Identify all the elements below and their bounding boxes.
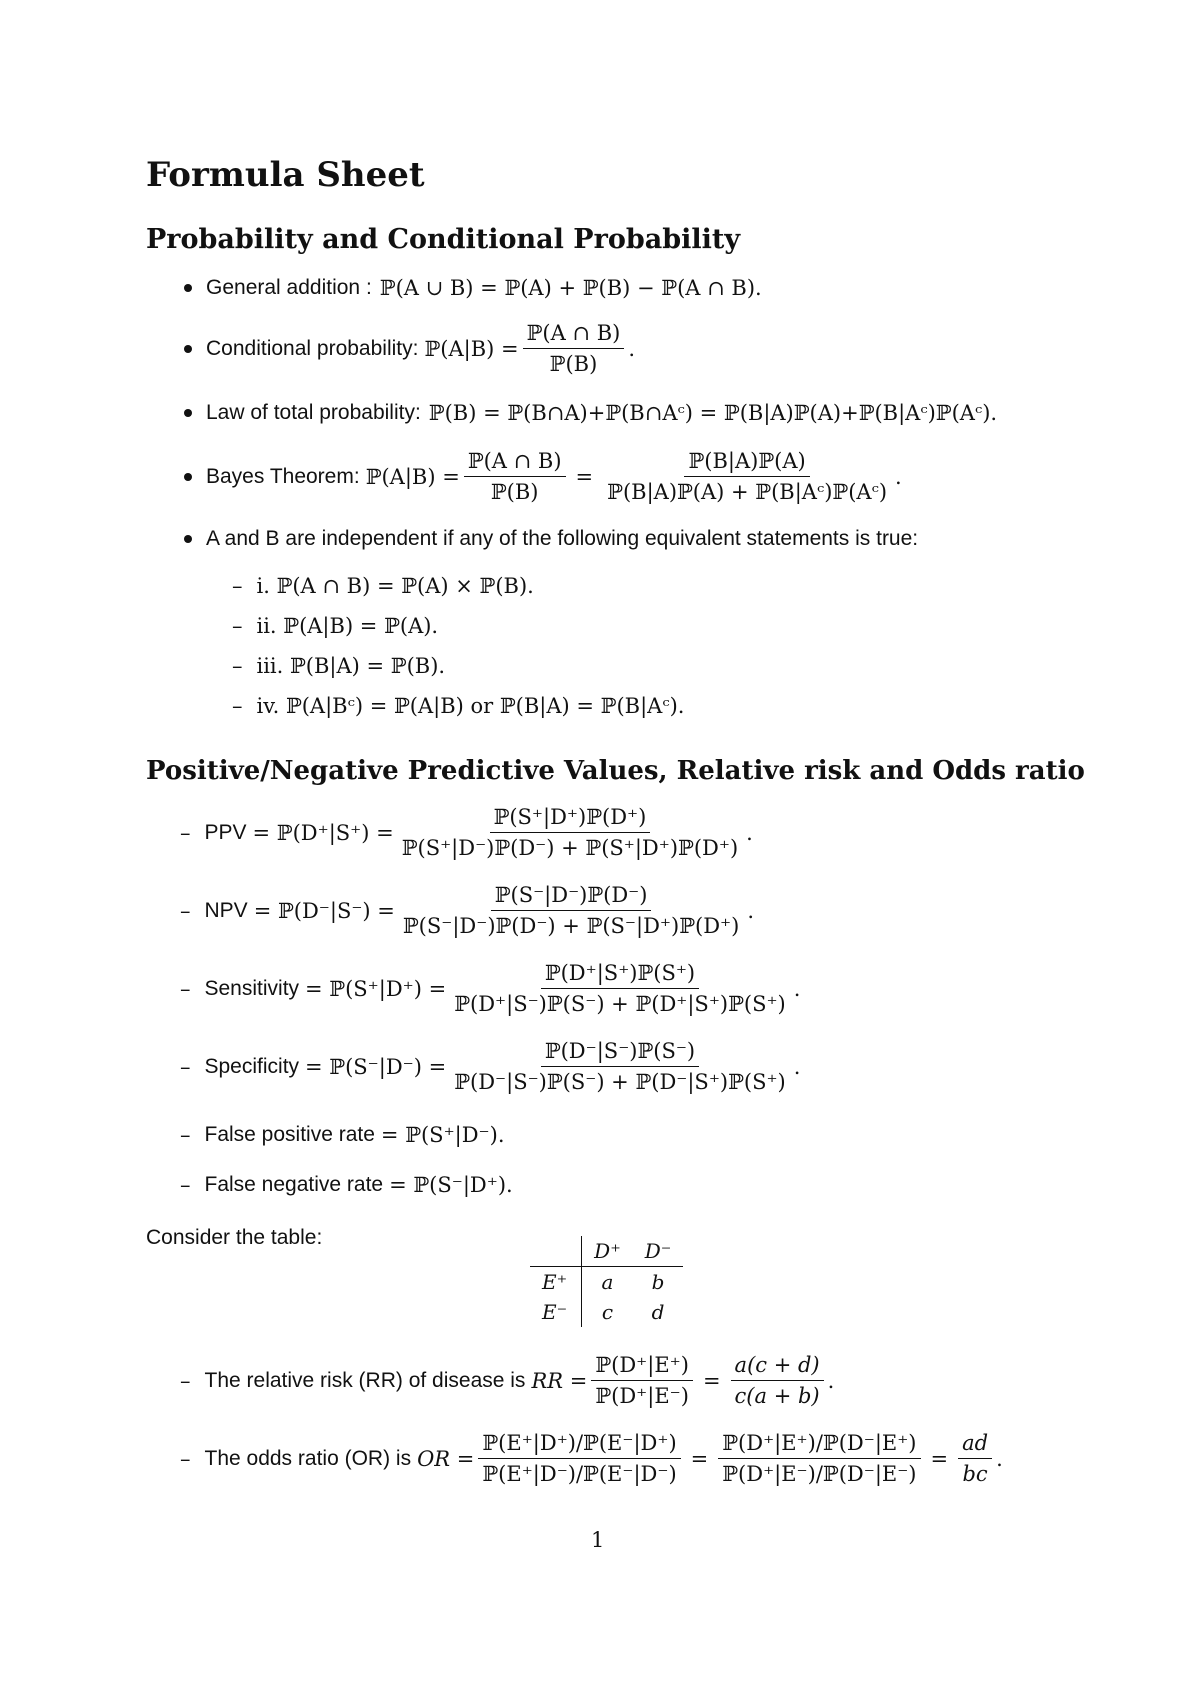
fraction: $\frac{a(c + d)}{c(a + b)}$ [731, 1352, 824, 1409]
bullet-icon [184, 473, 192, 481]
table-corner [530, 1236, 582, 1267]
contingency-table [530, 1236, 683, 1327]
table-header-cell: D⁺ [582, 1236, 633, 1267]
fraction: $\frac{\text{ℙ(D⁺|S⁺)ℙ(S⁺)}}{\text{ℙ(D⁺|S⁻)ℙ(S⁻) + ℙ(D⁺|S⁺)ℙ(S⁺)}}$ [454, 961, 786, 1016]
formula-ppv: – PPV = ℙ(D⁺|S⁺) = $\frac{\text{ℙ(S⁺|D⁺)ℙ(D⁺)}}{\text{ℙ(S⁺|D⁻)ℙ(D⁻) + ℙ(S⁺|D⁺)ℙ(D⁺)}}$ . [180, 805, 753, 860]
page-number: 1 [591, 1528, 605, 1552]
fraction: $\frac{\text{ℙ(D⁺|E⁺)}}{\text{ℙ(D⁺|E⁻)}}$ [591, 1352, 693, 1409]
bullet-icon [184, 284, 192, 292]
table-cell: c [601, 1300, 614, 1324]
table-row-header: E⁺ [530, 1267, 582, 1298]
formula-npv: – NPV = ℙ(D⁻|S⁻) = $\frac{\text{ℙ(S⁻|D⁻)ℙ(D⁻)}}{\text{ℙ(S⁻|D⁻)ℙ(D⁻) + ℙ(S⁻|D⁺)ℙ(D⁺)}}$ . [180, 883, 754, 938]
fraction: $\frac{ad}{bc}$ [958, 1430, 992, 1487]
bullet-icon [184, 535, 192, 543]
fraction: $\frac{\text{ℙ(B|A)ℙ(A)}}{\text{ℙ(B|A)ℙ(A) + ℙ(B|Aᶜ)ℙ(Aᶜ)}}$ [607, 449, 888, 504]
formula-false-positive-rate: – False positive rate = ℙ(S⁺|D⁻). [180, 1123, 505, 1147]
independence-item: – iv. ℙ(A|Bᶜ) = ℙ(A|B) or ℙ(B|A) = ℙ(B|Aᶜ). [232, 694, 685, 718]
fraction: $\frac{\text{ℙ(E⁺|D⁺)/ℙ(E⁻|D⁺)}}{\text{ℙ(E⁺|D⁻)/ℙ(E⁻|D⁻)}}$ [478, 1430, 680, 1487]
fraction: $\frac{\text{ℙ(D⁻|S⁻)ℙ(S⁻)}}{\text{ℙ(D⁻|S⁻)ℙ(S⁻) + ℙ(D⁻|S⁺)ℙ(S⁺)}}$ [454, 1039, 786, 1094]
formula-relative-risk: – The relative risk (RR) of disease is RR = $\frac{\text{ℙ(D⁺|E⁺)}}{\text{ℙ(D⁺|E⁻)}}$ = $\frac{a(c + d)}{c(a + b)}$ . [180, 1353, 835, 1408]
formula-conditional-probability: Conditional probability: ℙ(A|B) = $\frac{\text{ℙ(A ∩ B)}}{\text{ℙ(B)}}$ . [184, 320, 635, 377]
table-row [530, 1267, 683, 1298]
fraction: $\frac{\text{ℙ(D⁺|E⁺)/ℙ(D⁻|E⁺)}}{\text{ℙ(D⁺|E⁻)/ℙ(D⁻|E⁻)}}$ [718, 1430, 920, 1487]
section-heading-probability: Probability and Conditional Probability [146, 224, 741, 255]
independence-item: – ii. ℙ(A|B) = ℙ(A). [232, 614, 439, 638]
formula-odds-ratio: – The odds ratio (OR) is OR = $\frac{\text{ℙ(E⁺|D⁺)/ℙ(E⁻|D⁺)}}{\text{ℙ(E⁺|D⁻)/ℙ(E⁻|D⁻)}}$ = $\frac{\text{ℙ(D⁺|E⁺)/ℙ(D⁻|E⁺)}}{\text{ℙ(D⁺|E⁻)/ℙ(D⁻|E⁻)}}$ = $\frac{ad}{bc}$ . [180, 1431, 1003, 1486]
bullet-icon [184, 345, 192, 353]
fraction: $\frac{\text{ℙ(S⁺|D⁺)ℙ(D⁺)}}{\text{ℙ(S⁺|D⁻)ℙ(D⁻) + ℙ(S⁺|D⁺)ℙ(D⁺)}}$ [401, 805, 739, 860]
table-row [530, 1297, 683, 1327]
formula-bayes-theorem: Bayes Theorem: ℙ(A|B) = $\frac{\text{ℙ(A ∩ B)}}{\text{ℙ(B)}}$ = $\frac{\text{ℙ(B|A)ℙ(A)}}{\text{ℙ(B|A)ℙ(A) + ℙ(B|Aᶜ)ℙ(Aᶜ)}}$ . [184, 448, 902, 505]
formula-total-probability: Law of total probability: ℙ(B) = ℙ(B∩A)+ℙ(B∩Aᶜ) = ℙ(B|A)ℙ(A)+ℙ(B|Aᶜ)ℙ(Aᶜ). [184, 400, 997, 426]
fraction: $\frac{\text{ℙ(A ∩ B)}}{\text{ℙ(B)}}$ [523, 320, 625, 377]
section-heading-predictive-values: Positive/Negative Predictive Values, Relative risk and Odds ratio [146, 756, 1085, 786]
table-row-header: E⁻ [530, 1297, 582, 1327]
formula-specificity: – Specificity = ℙ(S⁻|D⁻) = $\frac{\text{ℙ(D⁻|S⁻)ℙ(S⁻)}}{\text{ℙ(D⁻|S⁻)ℙ(S⁻) + ℙ(D⁻|S⁺)ℙ(S⁺)}}$ . [180, 1039, 801, 1094]
page-title: Formula Sheet [146, 155, 425, 195]
bullet-icon [184, 409, 192, 417]
independence-item: – i. ℙ(A ∩ B) = ℙ(A) × ℙ(B). [232, 574, 534, 598]
table-cell: b [651, 1270, 665, 1294]
table-cell: a [601, 1270, 614, 1294]
table-intro: Consider the table: [146, 1226, 323, 1249]
table-header-cell: D⁻ [633, 1236, 684, 1267]
table-cell: d [651, 1300, 665, 1324]
formula-false-negative-rate: – False negative rate = ℙ(S⁻|D⁺). [180, 1173, 513, 1197]
formula-general-addition: General addition : ℙ(A ∪ B) = ℙ(A) + ℙ(B) − ℙ(A ∩ B). [184, 275, 762, 301]
formula-sensitivity: – Sensitivity = ℙ(S⁺|D⁺) = $\frac{\text{ℙ(D⁺|S⁺)ℙ(S⁺)}}{\text{ℙ(D⁺|S⁻)ℙ(S⁻) + ℙ(D⁺|S⁺)ℙ(S⁺)}}$ . [180, 961, 801, 1016]
independence-item: – iii. ℙ(B|A) = ℙ(B). [232, 654, 446, 678]
independence-statement: A and B are independent if any of the following equivalent statements is true: [184, 526, 918, 552]
fraction: $\frac{\text{ℙ(A ∩ B)}}{\text{ℙ(B)}}$ [464, 448, 566, 505]
fraction: $\frac{\text{ℙ(S⁻|D⁻)ℙ(D⁻)}}{\text{ℙ(S⁻|D⁻)ℙ(D⁻) + ℙ(S⁻|D⁺)ℙ(D⁺)}}$ [402, 883, 740, 938]
